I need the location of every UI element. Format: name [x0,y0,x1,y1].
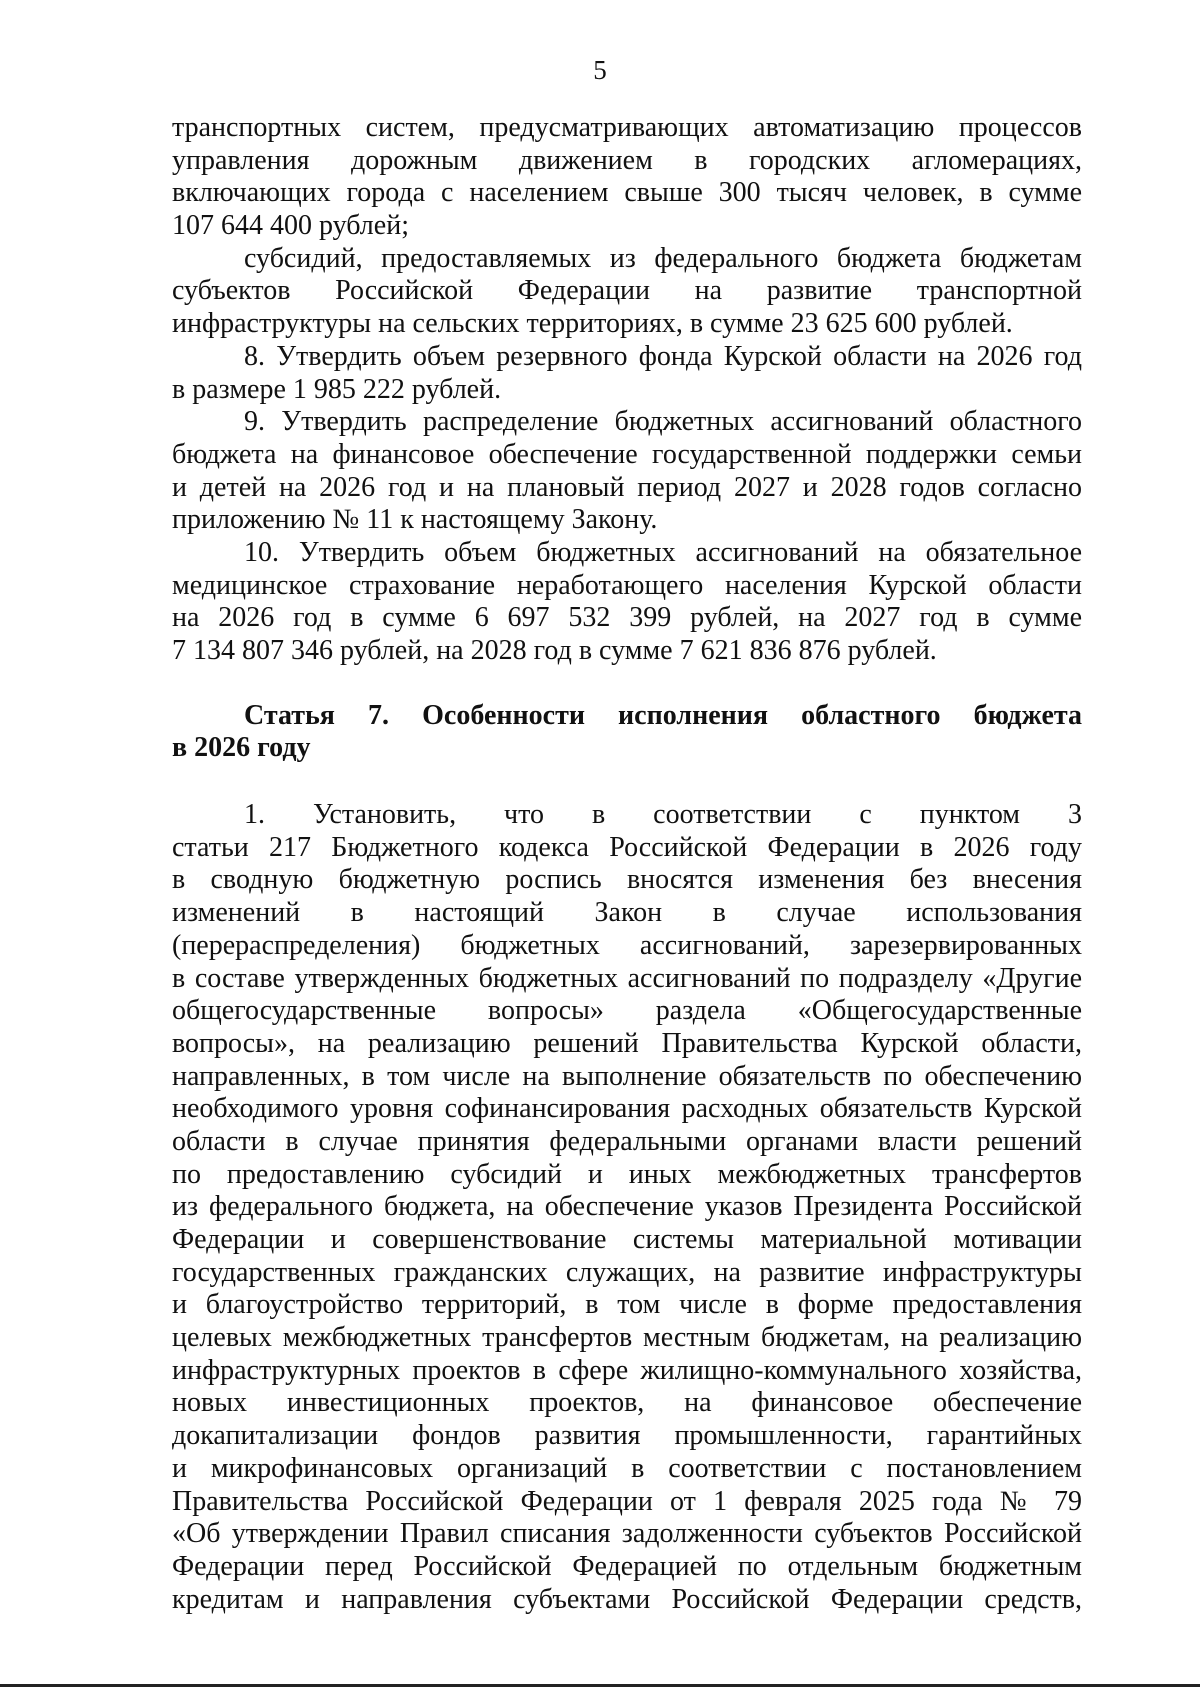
text-line: Федерации перед Российской Федерацией по отдельным бюджетным [172,1550,1082,1582]
text-line: в составе утвержденных бюджетных ассигнований по подразделу «Другие [172,962,1082,994]
text-line: (перераспределения) бюджетных ассигнований, зарезервированных [172,929,1082,961]
text-block-top [172,112,1082,668]
text-line: 9. Утвердить распределение бюджетных ассигнований областного [244,406,1082,438]
text-line: медицинское страхование неработающего населения Курской области [172,569,1082,601]
spacer [172,765,1082,799]
text-line: новых инвестиционных проектов, на финансовое обеспечение [172,1387,1082,1419]
article-heading [172,700,1082,765]
text-line: в сводную бюджетную роспись вносятся изменения без внесения [172,864,1082,896]
text-line: общегосударственные вопросы» раздела «Общегосударственные [172,995,1082,1027]
text-line: кредитам и направления субъектами Российской Федерации средств, [172,1583,1082,1615]
heading-line: в 2026 году [172,732,311,764]
heading-line: Статья 7. Особенности исполнения областного бюджета [244,699,1082,731]
text-block-bottom [172,799,1082,1616]
text-line: изменений в настоящий Закон в случае использования [172,897,1082,929]
text-line: Правительства Российской Федерации от 1 февраля 2025 года № 79 [172,1485,1082,1517]
text-line: государственных гражданских служащих, на развитие инфраструктуры [172,1256,1082,1288]
text-line: управления дорожным движением в городских агломерациях, [172,144,1082,176]
document-body [172,112,1082,1616]
text-line: субъектов Российской Федерации на развитие транспортной [172,275,1082,307]
text-line: приложению № 11 к настоящему Закону. [172,504,658,536]
text-line: 1. Установить, что в соответствии с пунктом 3 [244,799,1082,831]
text-line: статьи 217 Бюджетного кодекса Российской Федерации в 2026 году [172,831,1082,863]
text-line: «Об утверждении Правил списания задолженности субъектов Российской [172,1518,1082,1550]
text-line: направленных, в том числе на выполнение обязательств по обеспечению [172,1060,1082,1092]
text-line: вопросы», на реализацию решений Правительства Курской области, [172,1027,1082,1059]
text-line: 8. Утвердить объем резервного фонда Курской области на 2026 год [244,340,1082,372]
text-line: бюджета на финансовое обеспечение государственной поддержки семьи [172,438,1082,470]
text-line: докапитализации фондов развития промышленности, гарантийных [172,1420,1082,1452]
text-line: и детей на 2026 год и на плановый период 2027 и 2028 годов согласно [172,471,1082,503]
text-line: инфраструктурных проектов в сфере жилищно-коммунального хозяйства, [172,1354,1082,1386]
page-bottom-rule [0,1684,1200,1687]
text-line: включающих города с населением свыше 300 тысяч человек, в сумме [172,177,1082,209]
spacer [172,668,1082,700]
text-line: и благоустройство территорий, в том числе в форме предоставления [172,1289,1082,1321]
text-line: из федерального бюджета, на обеспечение указов Президента Российской [172,1191,1082,1223]
text-line: Федерации и совершенствование системы материальной мотивации [172,1224,1082,1255]
page-number: 5 [593,55,607,85]
text-line: 107 644 400 рублей; [172,210,409,242]
text-line: необходимого уровня софинансирования расходных обязательств Курской [172,1093,1082,1125]
text-line: и микрофинансовых организаций в соответствии с постановлением [172,1452,1082,1484]
text-line: 10. Утвердить объем бюджетных ассигнований на обязательное [244,536,1082,568]
text-line: в размере 1 985 222 рублей. [172,373,502,405]
text-line: по предоставлению субсидий и иных межбюджетных трансфертов [172,1158,1082,1190]
text-line: области в случае принятия федеральными органами власти решений [172,1125,1082,1157]
text-line: транспортных систем, предусматривающих автоматизацию процессов [172,112,1082,143]
text-line: целевых межбюджетных трансфертов местным бюджетам, на реализацию [172,1322,1082,1354]
text-line: 7 134 807 346 рублей, на 2028 год в сумме 7 621 836 876 рублей. [172,635,937,666]
text-line: инфраструктуры на сельских территориях, в сумме 23 625 600 рублей. [172,308,1013,340]
text-line: субсидий, предоставляемых из федерального бюджета бюджетам [244,242,1082,274]
text-line: на 2026 год в сумме 6 697 532 399 рублей, на 2027 год в сумме [172,602,1082,634]
